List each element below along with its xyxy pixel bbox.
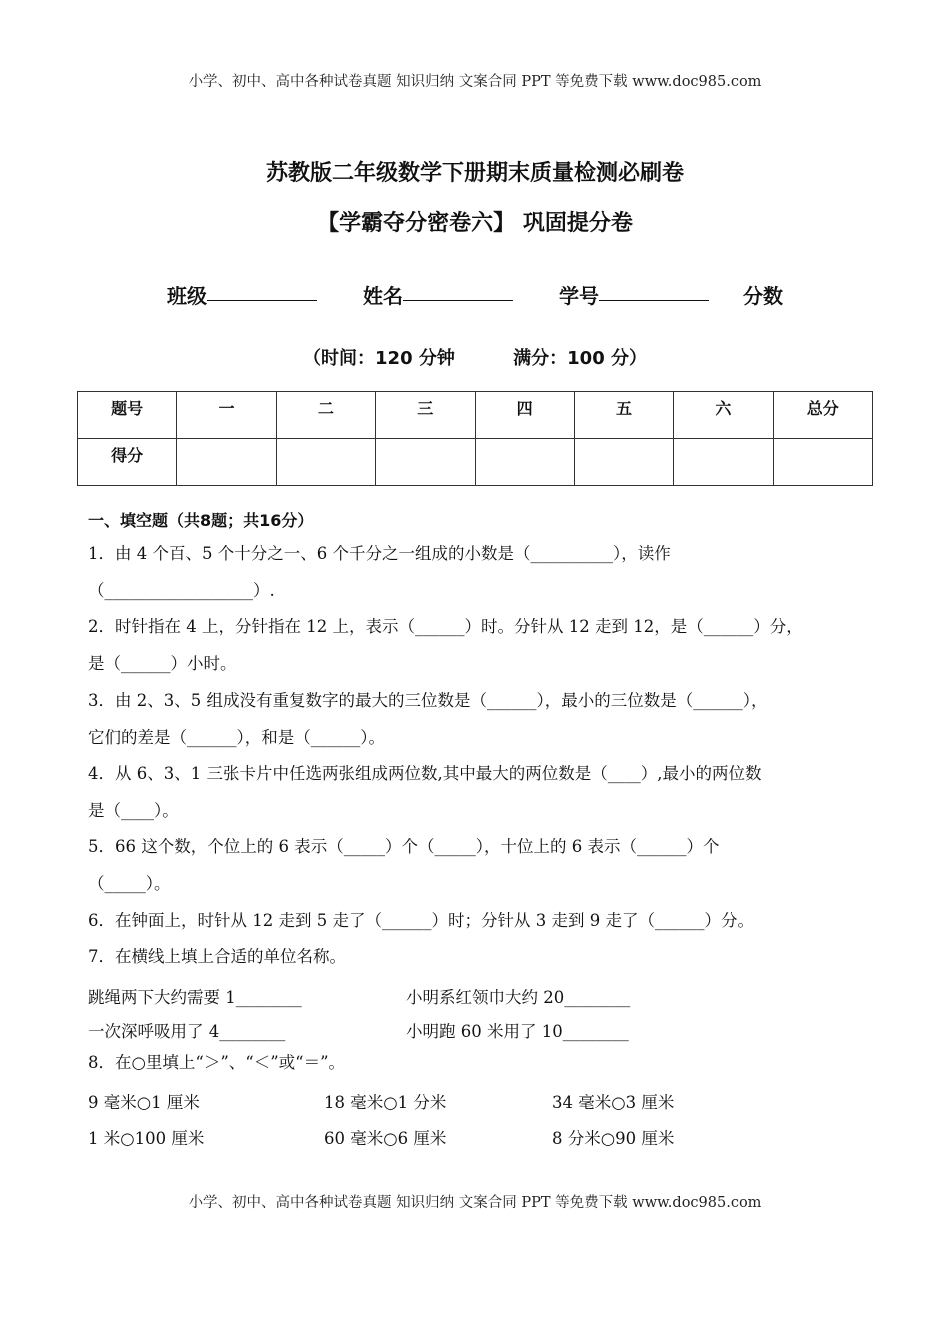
q7-item: 小明跑 60 米用了 10________	[406, 1022, 629, 1041]
question-3-line-2: 它们的差是（______），和是（______）。	[88, 728, 385, 747]
question-6: 6．在钟面上，时针从 12 走到 5 走了（______）时；分针从 3 走到 9 走了（______）分。	[88, 911, 754, 930]
score-cell[interactable]	[773, 439, 872, 486]
student-info	[0, 280, 950, 309]
question-4-line-1: 4．从 6、3、1 三张卡片中任选两张组成两位数,其中最大的两位数是（____）,最小的两位数	[88, 764, 762, 783]
table-header-cell: 六	[674, 392, 773, 439]
table-header-cell: 二	[276, 392, 375, 439]
class-label: 班级	[167, 284, 207, 308]
question-5-line-1: 5．66 这个数，个位上的 6 表示（_____）个（_____），十位上的 6 表示（______）个	[88, 837, 720, 856]
q7-item: 小明系红领巾大约 20________	[406, 988, 631, 1007]
exam-title: 苏教版二年级数学下册期末质量检测必刷卷	[265, 161, 684, 186]
duration: （时间：120 分钟	[303, 348, 455, 369]
question-1-line-1: 1．由 4 个百、5 个十分之一、6 个千分之一组成的小数是（__________），读作	[88, 544, 671, 563]
q8-item: 34 毫米○3 厘米	[552, 1093, 675, 1112]
question-2-line-2: 是（______）小时。	[88, 654, 237, 673]
q8-item: 8 分米○90 厘米	[552, 1129, 675, 1148]
q7-item: 跳绳两下大约需要 1________	[88, 988, 302, 1007]
question-4-line-2: 是（____）。	[88, 801, 179, 820]
q8-item: 18 毫米○1 分米	[324, 1093, 447, 1112]
page-footer: 小学、初中、高中各种试卷真题 知识归纳 文案合同 PPT 等免费下载 www.doc985.com	[188, 1195, 762, 1211]
question-3-line-1: 3．由 2、3、5 组成没有重复数字的最大的三位数是（______），最小的三位数是（______），	[88, 691, 768, 710]
exam-subtitle: 【学霸夺分密卷六】 巩固提分卷	[317, 211, 633, 236]
table-header-cell: 题号	[78, 392, 177, 439]
score-label: 分数	[743, 284, 783, 308]
time-info	[0, 344, 950, 370]
table-header-cell: 一	[177, 392, 276, 439]
row-label-cell: 得分	[78, 439, 177, 486]
score-cell[interactable]	[674, 439, 773, 486]
q7-item: 一次深呼吸用了 4________	[88, 1022, 286, 1041]
table-header-cell: 五	[574, 392, 673, 439]
score-cell[interactable]	[177, 439, 276, 486]
score-table-row	[78, 439, 873, 486]
section-heading: 一、填空题（共8题；共16分）	[88, 511, 314, 530]
question-7: 7．在横线上填上合适的单位名称。	[88, 947, 346, 966]
score-cell[interactable]	[376, 439, 475, 486]
score-table	[77, 391, 873, 486]
score-cell[interactable]	[574, 439, 673, 486]
q8-item: 1 米○100 厘米	[88, 1129, 205, 1148]
q8-item: 9 毫米○1 厘米	[88, 1093, 200, 1112]
full-score: 满分：100 分）	[513, 348, 647, 369]
question-1-line-2: （__________________）.	[88, 581, 275, 600]
number-label: 学号	[559, 284, 599, 308]
question-2-line-1: 2．时针指在 4 上，分针指在 12 上，表示（______）时。分针从 12 走到 12，是（______）分，	[88, 617, 803, 636]
number-blank[interactable]	[599, 280, 709, 301]
score-cell[interactable]	[475, 439, 574, 486]
question-8: 8．在○里填上“＞”、“＜”或“＝”。	[88, 1053, 346, 1072]
score-cell[interactable]	[276, 439, 375, 486]
class-blank[interactable]	[207, 280, 317, 301]
page-header: 小学、初中、高中各种试卷真题 知识归纳 文案合同 PPT 等免费下载 www.doc985.com	[188, 74, 762, 90]
question-5-line-2: （_____）。	[88, 874, 171, 893]
name-blank[interactable]	[403, 280, 513, 301]
table-header-cell: 三	[376, 392, 475, 439]
q8-item: 60 毫米○6 厘米	[324, 1129, 447, 1148]
name-label: 姓名	[363, 284, 403, 308]
table-header-cell: 四	[475, 392, 574, 439]
table-header-cell: 总分	[773, 392, 872, 439]
score-table-header-row	[78, 392, 873, 439]
